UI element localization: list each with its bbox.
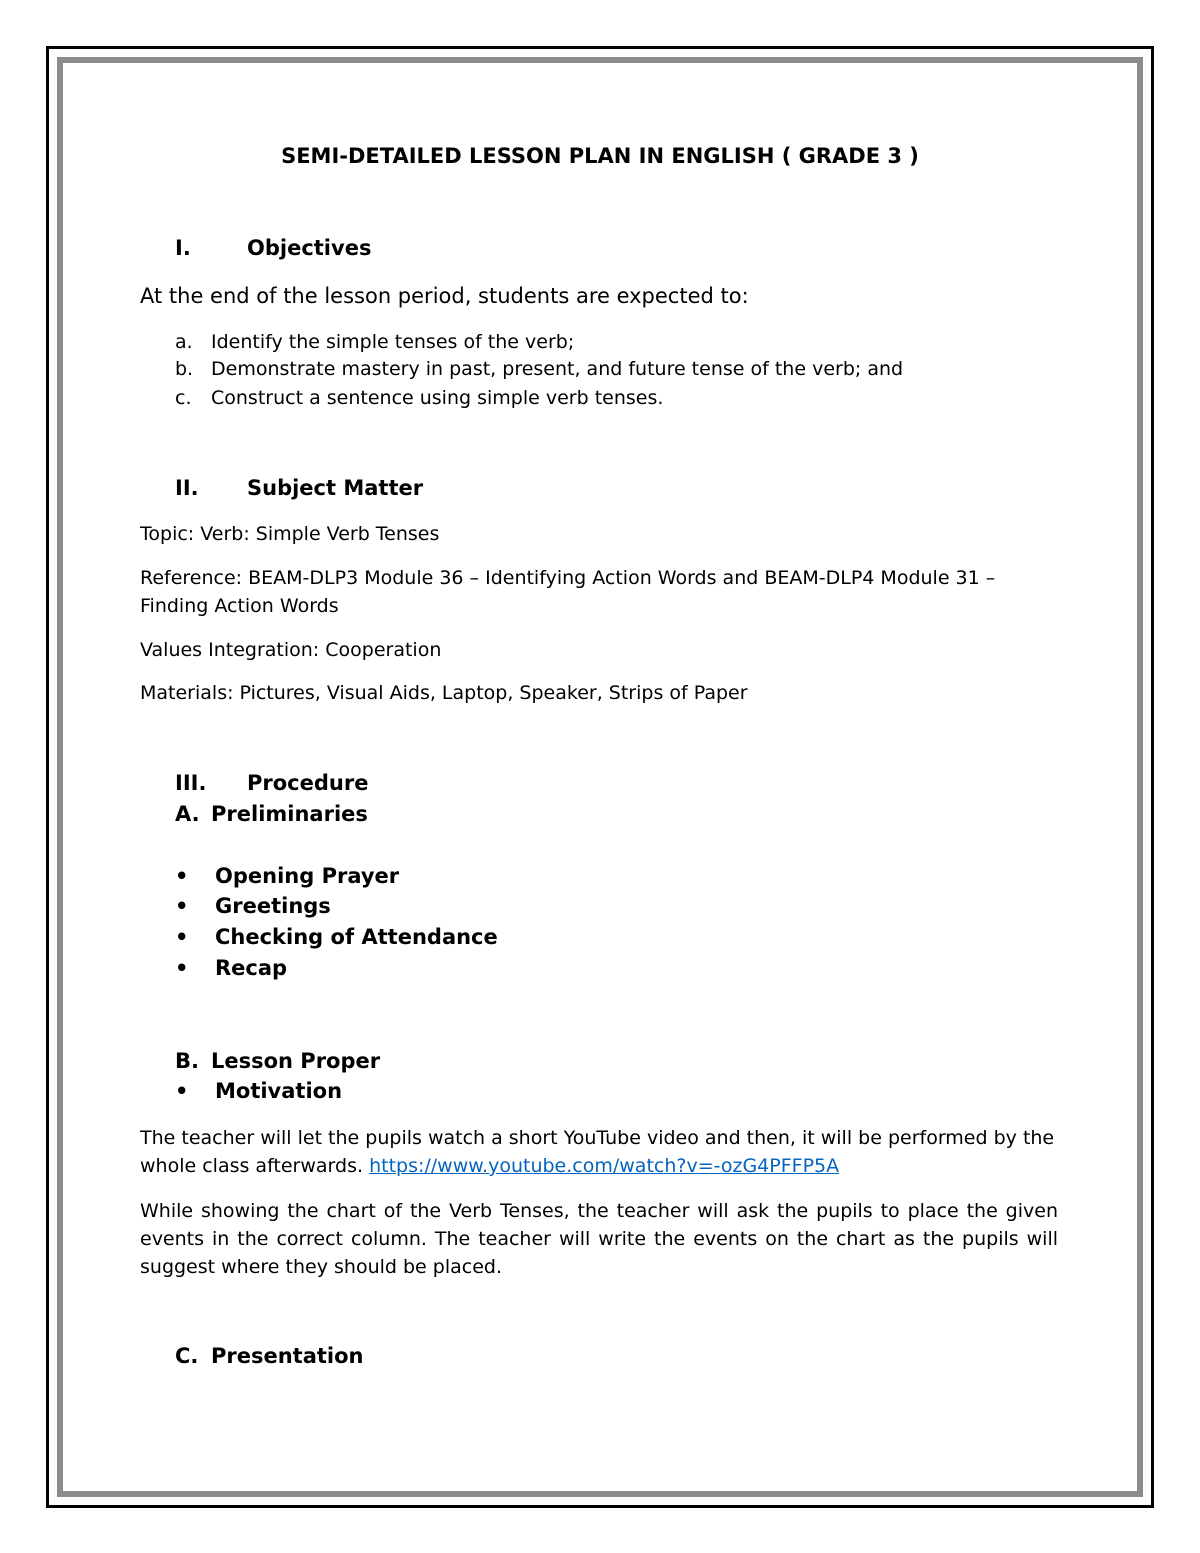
list-item-recap xyxy=(175,956,287,980)
objective-letter-a: a. xyxy=(175,331,193,353)
materials-text: Materials: Pictures, Visual Aids, Laptop, Speaker, Strips of Paper xyxy=(140,682,748,704)
objective-text-c: Construct a sentence using simple verb tenses. xyxy=(211,387,664,409)
reference-text-line1: Reference: BEAM-DLP3 Module 36 – Identifying Action Words and BEAM-DLP4 Module 31 – xyxy=(140,567,996,589)
lesson-proper-letter: B. xyxy=(175,1049,199,1073)
list-item-label: Greetings xyxy=(215,894,331,918)
list-item-greetings xyxy=(175,894,331,918)
presentation-letter: C. xyxy=(175,1344,199,1368)
values-integration-text: Values Integration: Cooperation xyxy=(140,639,442,661)
list-item-opening-prayer xyxy=(175,864,399,888)
list-item-motivation xyxy=(175,1079,342,1103)
objectives-title: Objectives xyxy=(247,236,372,260)
topic-text: Topic: Verb: Simple Verb Tenses xyxy=(140,523,440,545)
chart-paragraph: While showing the chart of the Verb Tenses, the teacher will ask the pupils to place the given events in the correct column. The teacher will write the events on the chart as the pupils will suggest where they should be placed. xyxy=(140,1200,1058,1278)
subject-matter-title: Subject Matter xyxy=(247,476,424,500)
objective-item-b xyxy=(175,358,903,380)
motivation-paragraph-line1: The teacher will let the pupils watch a short YouTube video and then, it will be performed by the xyxy=(140,1127,1055,1149)
motivation-paragraph-text: whole class afterwards. xyxy=(140,1155,370,1177)
page-title: SEMI-DETAILED LESSON PLAN IN ENGLISH ( GRADE 3 ) xyxy=(281,144,919,168)
objective-item-c xyxy=(175,387,663,409)
preliminaries-heading xyxy=(175,802,368,826)
list-item-label: Recap xyxy=(215,956,288,980)
objectives-heading xyxy=(175,236,371,260)
list-item-label: Opening Prayer xyxy=(215,864,400,888)
objective-text-a: Identify the simple tenses of the verb; xyxy=(211,331,575,353)
preliminaries-letter: A. xyxy=(175,802,200,826)
reference-text-line2: Finding Action Words xyxy=(140,595,339,617)
presentation-heading xyxy=(175,1344,364,1368)
objective-letter-b: b. xyxy=(175,358,194,380)
list-item-label: Motivation xyxy=(215,1079,343,1103)
list-item-label: Checking of Attendance xyxy=(215,925,498,949)
presentation-title: Presentation xyxy=(211,1344,364,1368)
lesson-proper-title: Lesson Proper xyxy=(211,1049,381,1073)
preliminaries-title: Preliminaries xyxy=(211,802,368,826)
procedure-heading xyxy=(175,771,368,795)
bullet-icon: • xyxy=(175,894,189,918)
subject-matter-heading xyxy=(175,476,423,500)
youtube-link[interactable]: https://www.youtube.com/watch?v=-ozG4PFFP5A xyxy=(369,1155,840,1177)
bullet-icon: • xyxy=(175,864,189,888)
bullet-icon: • xyxy=(175,1079,189,1103)
objectives-numeral: I. xyxy=(175,236,191,260)
lesson-proper-heading xyxy=(175,1049,380,1073)
objective-item-a xyxy=(175,331,574,353)
objective-text-b: Demonstrate mastery in past, present, and future tense of the verb; and xyxy=(211,358,904,380)
procedure-title: Procedure xyxy=(247,771,369,795)
objective-letter-c: c. xyxy=(175,387,192,409)
motivation-paragraph-line2 xyxy=(140,1155,839,1177)
list-item-attendance xyxy=(175,925,498,949)
bullet-icon: • xyxy=(175,956,189,980)
procedure-numeral: III. xyxy=(175,771,207,795)
objectives-lead: At the end of the lesson period, students are expected to: xyxy=(140,284,749,308)
bullet-icon: • xyxy=(175,925,189,949)
subject-matter-numeral: II. xyxy=(175,476,199,500)
